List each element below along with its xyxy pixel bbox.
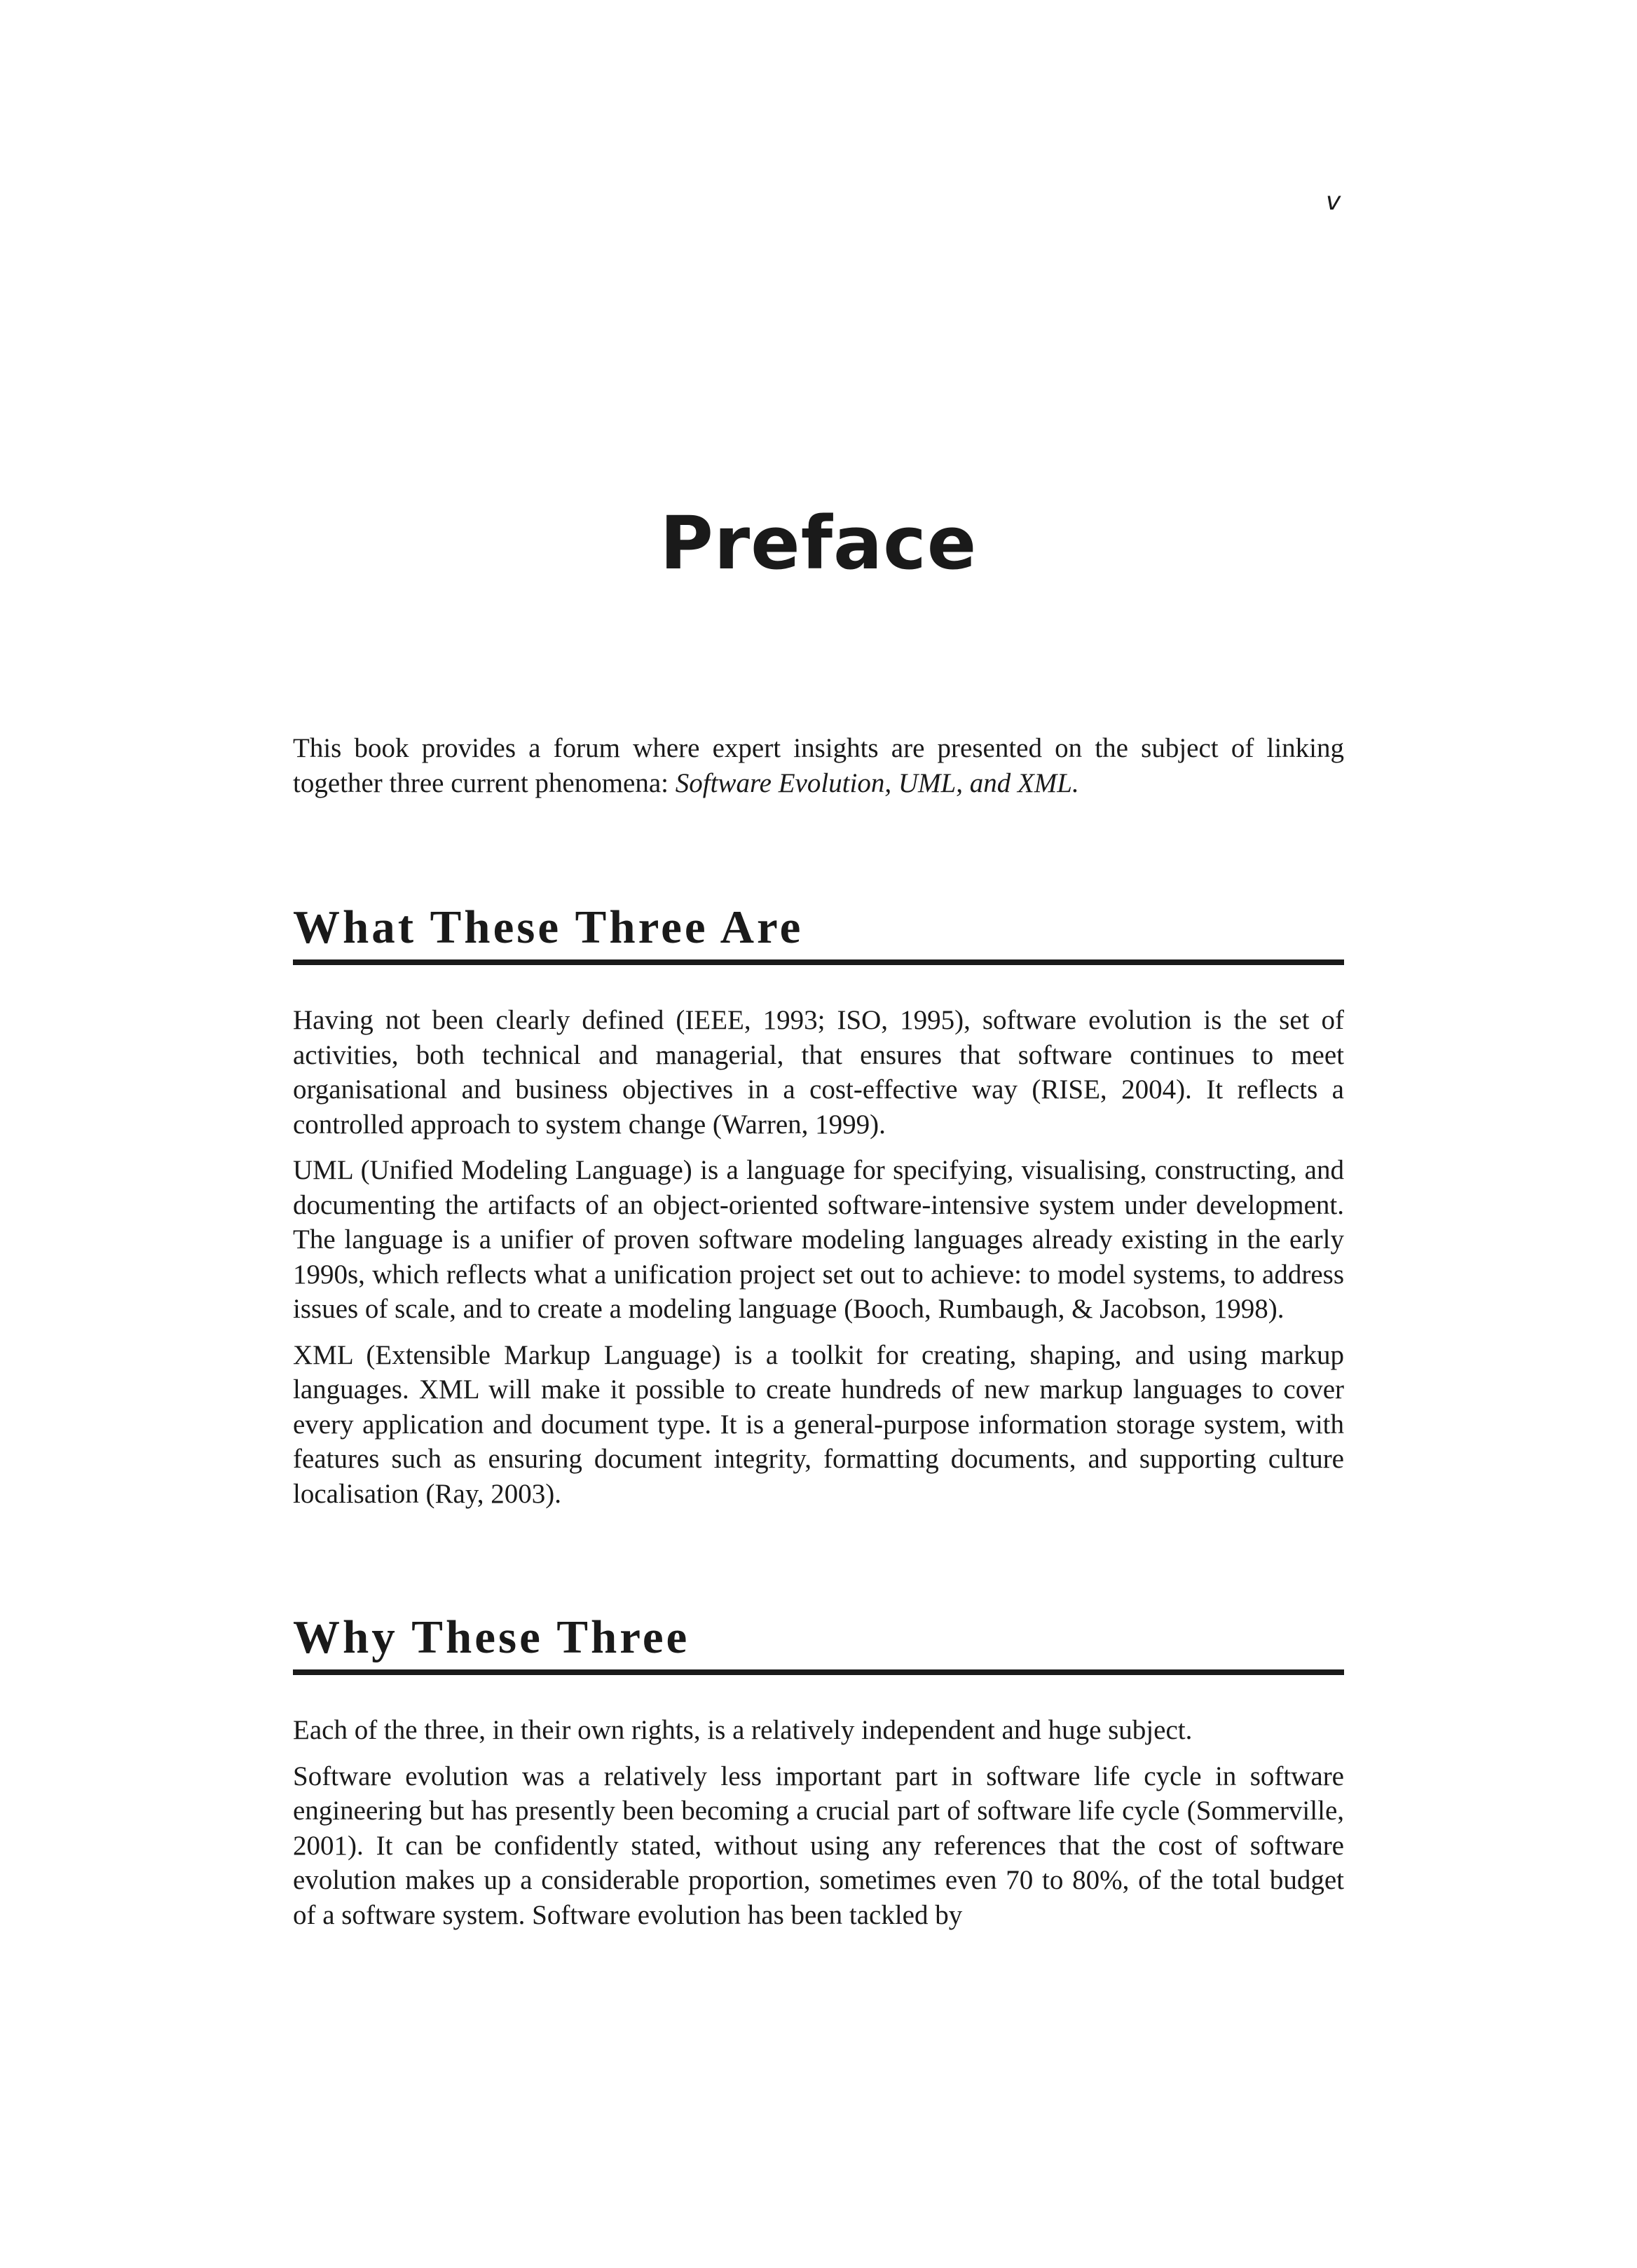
paragraph: Each of the three, in their own rights, is a relatively independent and huge subject. <box>293 1715 1193 1745</box>
section-what-these-three-are <box>293 899 1344 1511</box>
page-number: v <box>1326 187 1341 216</box>
paragraph: UML (Unified Modeling Language) is a language for specifying, visualising, constructing, and documenting the artifacts of an object-oriented software-intensive system under development. The language is a unifier of proven software modeling languages already existing in the early 1990s, which reflects what a unification project set out to achieve: to model systems, to address issues of scale, and to create a modeling language (Booch, Rumbaugh, & Jacobson, 1998). <box>293 1155 1344 1324</box>
page-title: Preface <box>659 500 978 586</box>
paragraph: Having not been clearly defined (IEEE, 1993; ISO, 1995), software evolution is the set of activities, both technical and managerial, that ensures that software continues to meet organisational and business objectives in a cost-effective way (RISE, 2004). It reflects a controlled approach to system change (Warren, 1999). <box>293 1005 1344 1140</box>
section-why-these-three <box>293 1609 1344 1932</box>
section-body <box>293 1713 1344 1932</box>
intro-paragraph <box>293 731 1344 800</box>
paragraph: Software evolution was a relatively less important part in software life cycle in software engineering but has presently been becoming a crucial part of software life cycle (Sommerville, 2001). It can be confidently stated, without using any references that the cost of software evolution makes up a considerable proportion, sometimes even 70 to 80%, of the total budget of a software system. Software evolution has been tackled by <box>293 1761 1344 1930</box>
section-heading: Why These Three <box>293 1609 1344 1675</box>
main-content <box>293 731 1344 1932</box>
intro-text: This book provides a forum where expert insights are presented on the subject of linking together three current phenomena: <box>293 733 1344 798</box>
section-body <box>293 1003 1344 1511</box>
paragraph: XML (Extensible Markup Language) is a toolkit for creating, shaping, and using markup languages. XML will make it possible to create hundreds of new markup languages to cover every application and document type. It is a general-purpose information storage system, with features such as ensuring document integrity, formatting documents, and supporting culture localisation (Ray, 2003). <box>293 1339 1344 1509</box>
section-heading: What These Three Are <box>293 899 1344 965</box>
intro-emphasis: Software Evolution, UML, and XML. <box>675 767 1079 798</box>
